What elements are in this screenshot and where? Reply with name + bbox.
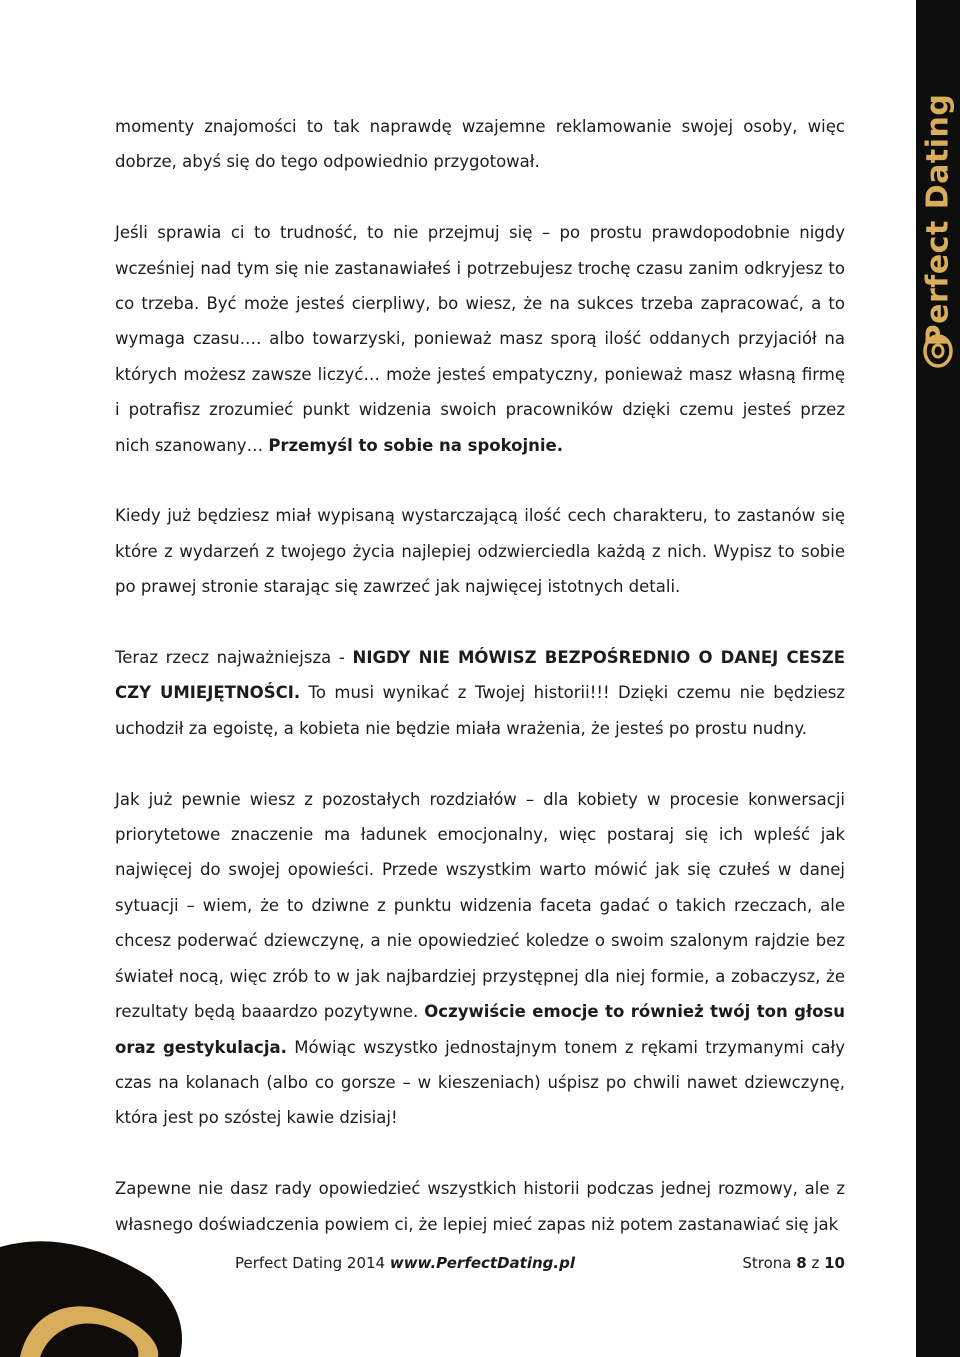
footer-url: www.PerfectDating.pl xyxy=(389,1254,575,1272)
bold-text: Przemyśl to sobie na spokojnie. xyxy=(268,435,564,455)
footer-brand xyxy=(235,1254,575,1272)
text-segment: Teraz rzecz najważniejsza - xyxy=(115,648,353,668)
text-segment: Jeśli sprawia ci to trudność, to nie przejmuj się – po prostu prawdopodobnie nigdy wcześniej nad tym się nie zastanawiałeś i potrzebujesz trochę czasu zanim odkryjesz to co trzeba. Być może jesteś cierpliwy, bo wiesz, że na sukces trzeba zapracować, a to wymaga czasu.… albo towarzyski, ponieważ masz sporą ilość oddanych przyjaciół na których możesz zawsze liczyć… może jesteś empatyczny, ponieważ masz własną firmę i potrafisz zrozumieć punkt widzenia swoich pracowników dzięki czemu jesteś przez nich szanowany… xyxy=(115,223,845,455)
text-segment: Kiedy już będziesz miał wypisaną wystarczającą ilość cech charakteru, to zastanów się które z wydarzeń z twojego życia najlepiej odzwierciedla każdą z nich. Wypisz to sobie po prawej stronie starając się zawrzeć jak najwięcej istotnych detali. xyxy=(115,506,845,597)
footer-label: Perfect Dating 2014 xyxy=(235,1254,390,1272)
text-segment: Jak już pewnie wiesz z pozostałych rozdziałów – dla kobiety w procesie konwersacji priorytetowe znaczenie ma ładunek emocjonalny, więc postaraj się ich wpleść jak najwięcej do swojej opowieści. Przede wszystkim warto mówić jak się czułeś w danej sytuacji – wiem, że to dziwne z punktu widzenia faceta gadać o takich rzeczach, ale chcesz poderwać dziewczynę, a nie opowiedzieć koledze o swoim szalonym rajdzie bez świateł nocą, więc zrób to w jak najbardziej przystępnej dla niej formie, a zobaczysz, że rezultaty będą baaardzo pozytywne. xyxy=(115,789,845,1022)
brand-name: Perfect Dating xyxy=(920,93,956,347)
paragraph xyxy=(115,498,845,604)
brand-sidebar xyxy=(916,0,960,1357)
paragraph xyxy=(115,640,845,746)
page-number-current: 8 xyxy=(796,1254,807,1272)
brand-logo-icon xyxy=(922,332,954,370)
bold-text: NIGDY NIE MÓWISZ BEZPOŚREDNIO O DANEJ CESZE CZY UMIEJĘTNOŚCI. xyxy=(115,648,845,703)
text-segment: Mówiąc wszystko jednostajnym tonem z rękami trzymanymi cały czas na kolanach (albo co gorsze – w kieszeniach) uśpisz po chwili nawet dziewczynę, która jest po szóstej kawie dzisiaj! xyxy=(115,1037,845,1128)
text-segment: momenty znajomości to tak naprawdę wzajemne reklamowanie swojej osoby, więc dobrze, abyś się do tego odpowiednio przygotował. xyxy=(115,117,845,172)
brand-mark xyxy=(916,0,960,380)
page-number-prefix: Strona xyxy=(742,1254,797,1272)
page-number-separator: z xyxy=(806,1254,825,1272)
text-segment: Zapewne nie dasz rady opowiedzieć wszystkich historii podczas jednej rozmowy, ale z własnego doświadczenia powiem ci, że lepiej mieć zapas niż potem zastanawiać się jak xyxy=(115,1179,845,1234)
paragraph xyxy=(115,1171,845,1242)
bold-text: Oczywiście emocje to również twój ton głosu oraz gestykulacja. xyxy=(115,1002,845,1057)
paragraph xyxy=(115,109,845,180)
page-number xyxy=(742,1254,845,1272)
paragraph xyxy=(115,215,845,463)
text-segment: To musi wynikać z Twojej historii!!! Dzięki czemu nie będziesz uchodził za egoistę, a kobieta nie będzie miała wrażenia, że jesteś po prostu nudny. xyxy=(115,683,845,738)
document-body xyxy=(115,109,845,1242)
page-number-total: 10 xyxy=(824,1254,845,1272)
page-footer xyxy=(235,1254,845,1280)
paragraph xyxy=(115,782,845,1136)
